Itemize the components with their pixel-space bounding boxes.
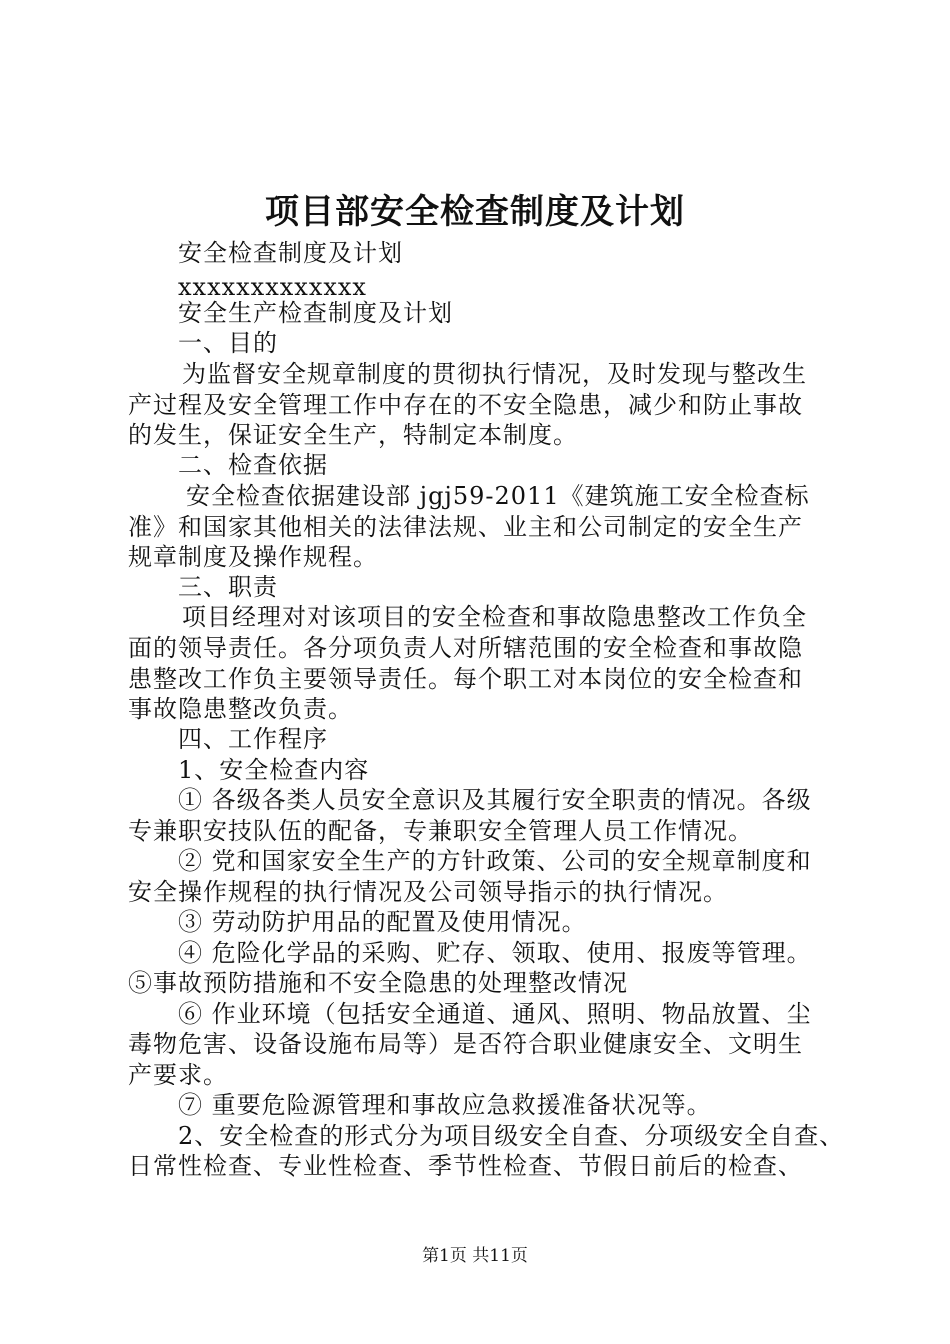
body-line: xxxxxxxxxxxxx: [178, 273, 367, 301]
body-line: 事故隐患整改负责。: [128, 695, 353, 723]
document-title: 项目部安全检查制度及计划: [265, 192, 685, 232]
body-line: 产要求。: [128, 1061, 228, 1089]
body-line: ⑦ 重要危险源管理和事故应急救援准备状况等。: [178, 1091, 712, 1119]
subsection-heading: 1、安全检查内容: [178, 756, 370, 784]
body-line: ⑥ 作业环境（包括安全通道、通风、照明、物品放置、尘: [178, 1000, 812, 1028]
body-line: 项目经理对对该项目的安全检查和事故隐患整改工作负全: [182, 603, 807, 631]
page-number-footer: 第1页 共11页: [422, 1246, 528, 1266]
body-line: 安全操作规程的执行情况及公司领导指示的执行情况。: [128, 878, 728, 906]
body-line: 日常性检查、专业性检查、季节性检查、节假日前后的检查、: [128, 1152, 803, 1180]
section-heading: 二、检查依据: [178, 451, 328, 479]
body-line: 面的领导责任。各分项负责人对所辖范围的安全检查和事故隐: [128, 634, 803, 662]
body-line: 安全检查依据建设部 jgj59-2011《建筑施工安全检查标: [186, 482, 810, 510]
body-line: 的发生，保证安全生产，特制定本制度。: [128, 421, 578, 449]
body-line: 规章制度及操作规程。: [128, 543, 378, 571]
body-line: 为监督安全规章制度的贯彻执行情况，及时发现与整改生: [182, 360, 807, 388]
section-heading: 一、目的: [178, 329, 278, 357]
body-line: 安全检查制度及计划: [178, 239, 403, 267]
body-line: ⑤事故预防措施和不安全隐患的处理整改情况: [128, 969, 628, 997]
body-line: ④ 危险化学品的采购、贮存、领取、使用、报废等管理。: [178, 939, 812, 967]
body-line: 准》和国家其他相关的法律法规、业主和公司制定的安全生产: [128, 513, 803, 541]
section-heading: 四、工作程序: [178, 725, 328, 753]
body-line: 毒物危害、设备设施布局等）是否符合职业健康安全、文明生: [128, 1030, 803, 1058]
body-line: 安全生产检查制度及计划: [178, 299, 453, 327]
body-line: ① 各级各类人员安全意识及其履行安全职责的情况。各级: [178, 786, 812, 814]
body-line: 2、安全检查的形式分为项目级安全自查、分项级安全自查、: [178, 1122, 845, 1150]
body-line: 专兼职安技队伍的配备，专兼职安全管理人员工作情况。: [128, 817, 753, 845]
body-line: 产过程及安全管理工作中存在的不安全隐患，减少和防止事故: [128, 391, 803, 419]
body-line: ③ 劳动防护用品的配置及使用情况。: [178, 908, 587, 936]
body-line: 患整改工作负主要领导责任。每个职工对本岗位的安全检查和: [128, 665, 803, 693]
body-line: ② 党和国家安全生产的方针政策、公司的安全规章制度和: [178, 847, 812, 875]
section-heading: 三、职责: [178, 573, 278, 601]
